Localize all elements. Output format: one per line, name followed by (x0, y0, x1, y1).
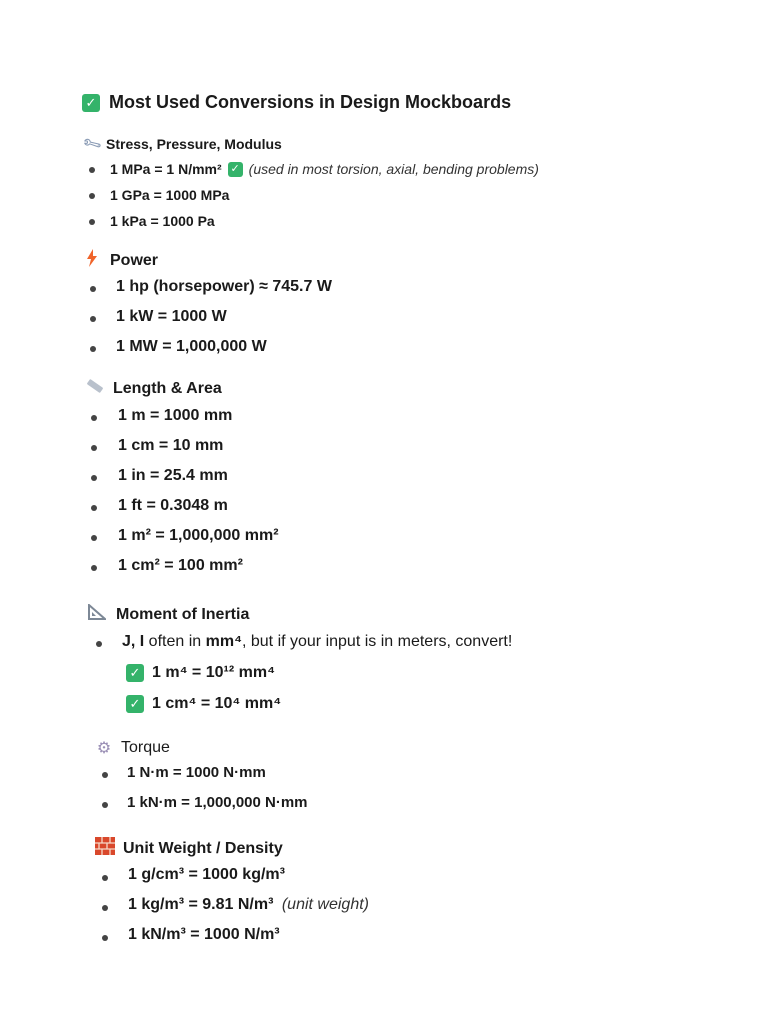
section-heading-text: Moment of Inertia (116, 605, 250, 623)
section-heading-text: Length & Area (113, 379, 222, 397)
list-item: 1 kW = 1000 W (116, 308, 227, 325)
list-item (128, 896, 369, 914)
list-item: 1 cm = 10 mm (118, 437, 224, 454)
list-item: 1 m² = 1,000,000 mm² (118, 527, 279, 544)
section-heading-text: Torque (121, 739, 170, 756)
bullet (90, 286, 96, 292)
section-heading-power (84, 249, 158, 272)
list-item-text: often in (144, 633, 206, 650)
bullet (91, 475, 97, 481)
list-item: 1 in = 25.4 mm (118, 467, 228, 484)
bullet (89, 219, 95, 225)
bullet (90, 316, 96, 322)
bullet (91, 565, 97, 571)
bullet (89, 167, 95, 173)
section-heading-density (95, 837, 283, 860)
page-title (82, 92, 511, 113)
list-item: 1 m = 1000 mm (118, 407, 233, 424)
bullet (102, 802, 108, 808)
list-item-unit: mm⁴ (205, 633, 242, 650)
sub-item (126, 695, 281, 713)
bullet (102, 772, 108, 778)
list-item-text: , but if your input is in meters, convert! (241, 633, 513, 650)
list-item: 1 g/cm³ = 1000 kg/m³ (128, 866, 285, 883)
list-item: 1 kPa = 1000 Pa (110, 213, 215, 229)
list-item-bold: J, I (122, 633, 145, 650)
list-item: 1 kN·m = 1,000,000 N·mm (127, 794, 308, 811)
checkmark-icon: ✓ (228, 162, 243, 177)
triangle-ruler-icon (88, 604, 106, 625)
section-heading-text: Stress, Pressure, Modulus (106, 136, 282, 152)
bullet (102, 905, 108, 911)
checkmark-icon: ✓ (82, 94, 100, 112)
wrench-icon: 🔧︎ (81, 132, 103, 155)
list-item: 1 cm² = 100 mm² (118, 557, 243, 574)
bullet (91, 445, 97, 451)
list-item: 1 ft = 0.3048 m (118, 497, 228, 514)
ruler-icon (86, 379, 104, 398)
brick-icon (95, 837, 115, 860)
list-item: 1 kN/m³ = 1000 N/m³ (128, 926, 280, 943)
bullet (102, 875, 108, 881)
section-heading-text: Power (110, 251, 159, 269)
section-heading-stress (81, 132, 282, 155)
list-item (110, 161, 539, 177)
bullet (90, 346, 96, 352)
gear-icon: ⚙ (96, 740, 112, 757)
list-item-text: 1 kg/m³ = 9.81 N/m³ (128, 896, 274, 913)
list-item: 1 GPa = 1000 MPa (110, 187, 230, 203)
section-heading-text: Unit Weight / Density (123, 839, 283, 857)
page-title-text: Most Used Conversions in Design Mockboards (109, 92, 512, 112)
sub-item-text: 1 m⁴ = 10¹² mm⁴ (152, 664, 275, 681)
list-item: 1 N·m = 1000 N·mm (127, 764, 266, 781)
sub-item (126, 664, 275, 682)
section-heading-inertia (88, 604, 249, 625)
checkmark-icon: ✓ (126, 695, 144, 713)
list-item-note: (unit weight) (281, 896, 369, 913)
bullet (96, 641, 102, 647)
list-item-text: 1 MPa = 1 N/mm² (110, 161, 222, 177)
bullet (91, 535, 97, 541)
bullet (89, 193, 95, 199)
checkmark-icon: ✓ (126, 664, 144, 682)
bullet (91, 505, 97, 511)
section-heading-torque (95, 738, 170, 758)
lightning-icon (84, 249, 100, 272)
list-item-note: (used in most torsion, axial, bending problems) (248, 161, 539, 177)
section-heading-length (86, 379, 222, 398)
list-item (122, 633, 512, 651)
sub-item-text: 1 cm⁴ = 10⁴ mm⁴ (152, 695, 282, 712)
list-item: 1 hp (horsepower) ≈ 745.7 W (116, 278, 332, 295)
bullet (102, 935, 108, 941)
bullet (91, 415, 97, 421)
list-item: 1 MW = 1,000,000 W (116, 338, 267, 355)
